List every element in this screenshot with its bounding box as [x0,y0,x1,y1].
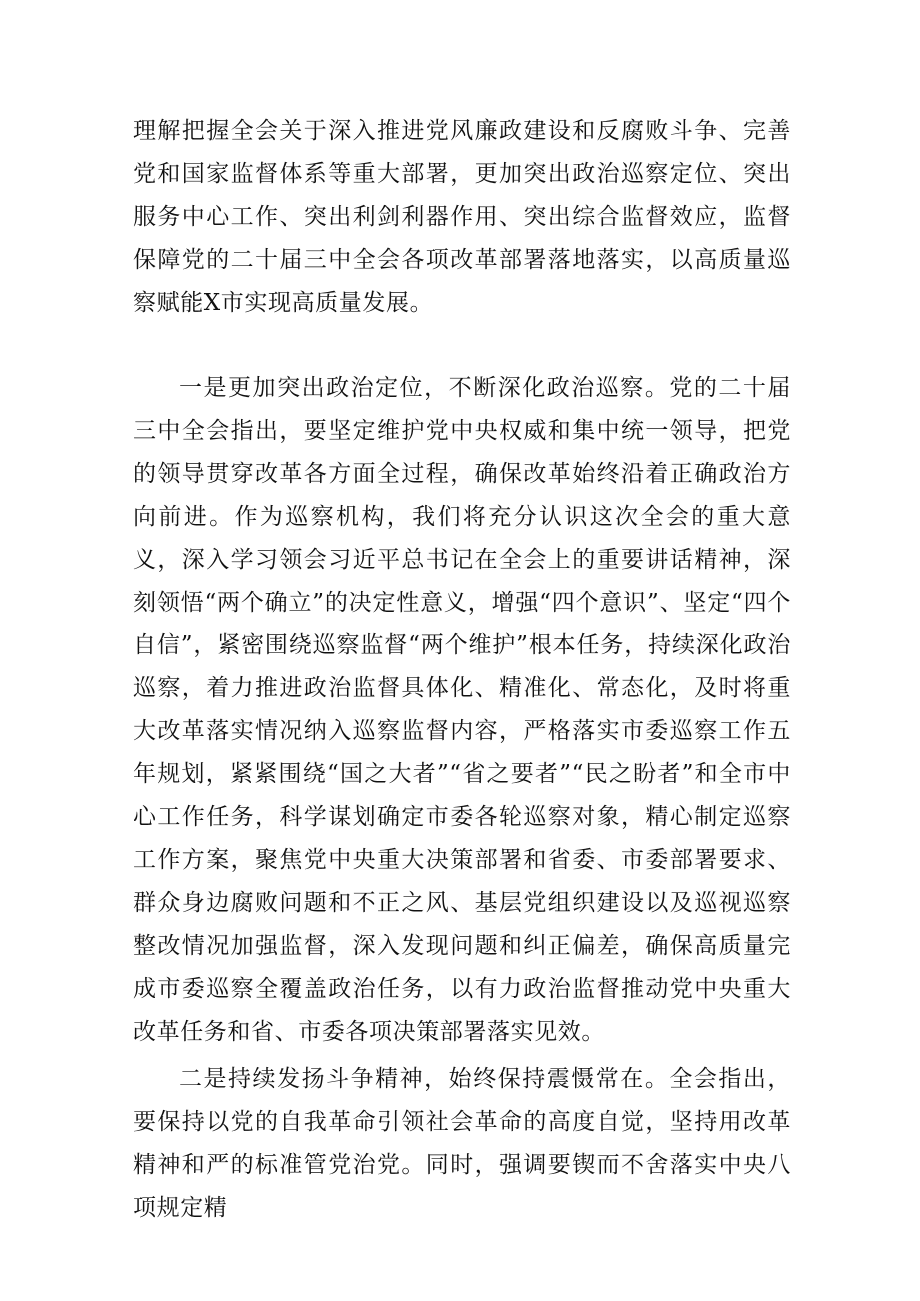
paragraph-continuation [133,110,791,325]
paragraph-point-two [133,1058,791,1230]
paragraph-text: 理解把握全会关于深入推进党风廉政建设和反腐败斗争、完善党和国家监督体系等重大部署，更加突出政治巡察定位、突出服务中心工作、突出利剑利器作用、突出综合监督效应，监督保障党的二十届三中全会各项改革部署落地落实，以高质量巡察赋能X市实现高质量发展。 [133,118,791,316]
paragraph-text: 二是持续发扬斗争精神，始终保持震慑常在。全会指出，要保持以党的自我革命引领社会革命的高度自觉，坚持用改革精神和严的标准管党治党。同时，强调要锲而不舍落实中央八项规定精 [133,1066,791,1221]
paragraph-text: 一是更加突出政治定位，不断深化政治巡察。党的二十届三中全会指出，要坚定维护党中央权威和集中统一领导，把党的领导贯穿改革各方面全过程，确保改革始终沿着正确政治方向前进。作为巡察机构，我们将充分认识这次全会的重大意义，深入学习领会习近平总书记在全会上的重要讲话精神，深刻领悟“两个确立”的决定性意义，增强“四个意识”、坚定“四个自信”，紧密围绕巡察监督“两个维护”根本任务，持续深化政治巡察，着力推进政治监督具体化、精准化、常态化，及时将重大改革落实情况纳入巡察监督内容，严格落实市委巡察工作五年规划，紧紧围绕“国之大者”“省之要者”“民之盼者”和全市中心工作任务，科学谋划确定市委各轮巡察对象，精心制定巡察工作方案，聚焦党中央重大决策部署和省委、市委部署要求、群众身边腐败问题和不正之风、基层党组织建设以及巡视巡察整改情况加强监督，深入发现问题和纠正偏差，确保高质量完成市委巡察全覆盖政治任务，以有力政治监督推动党中央重大改革任务和省、市委各项决策部署落实见效。 [133,375,791,1045]
paragraph-point-one [133,367,791,1054]
